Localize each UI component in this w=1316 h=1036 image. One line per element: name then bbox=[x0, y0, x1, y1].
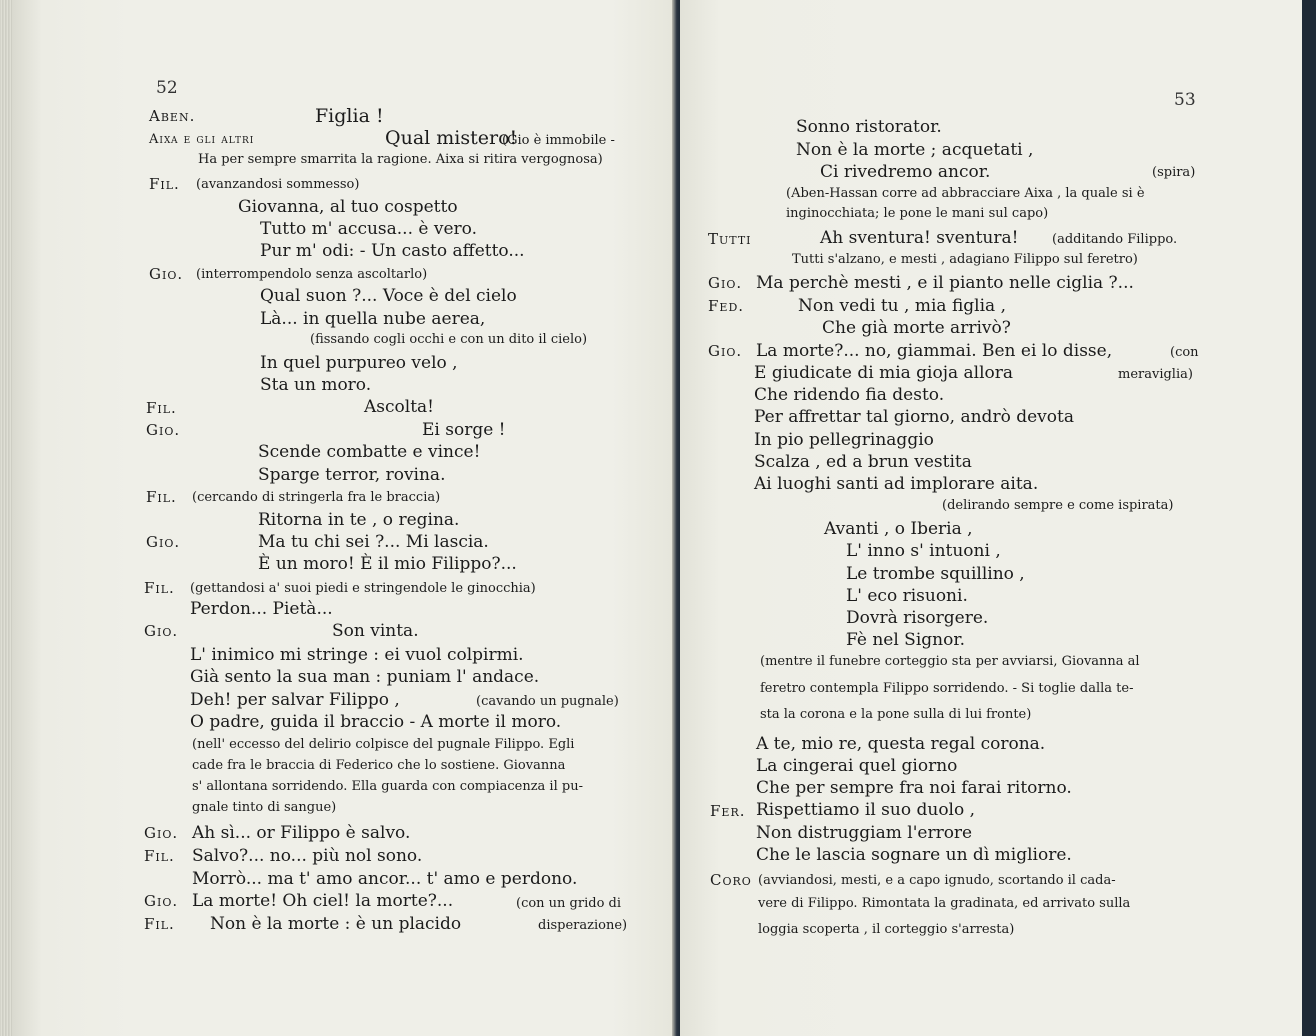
verse-line: Ma perchè mesti , e il pianto nelle ciglia ?... bbox=[756, 273, 1134, 293]
speaker: Fil. bbox=[146, 488, 177, 506]
verse-line: Le trombe squillino , bbox=[846, 564, 1025, 584]
verse-line: Sparge terror, rovina. bbox=[258, 465, 446, 485]
verse-line: Tutto m' accusa... è vero. bbox=[260, 219, 477, 239]
verse-line: Sonno ristorator. bbox=[796, 117, 942, 137]
stage-direction: (nell' eccesso del delirio colpisce del pugnale Filippo. Egli bbox=[192, 737, 575, 752]
verse-line: L' inimico mi stringe : ei vuol colpirmi. bbox=[190, 645, 524, 665]
stage-direction: feretro contempla Filippo sorridendo. - Si toglie dalla te- bbox=[760, 681, 1134, 696]
verse-line: Sta un moro. bbox=[260, 375, 372, 395]
verse-line: Già sento la sua man : puniam l' andace. bbox=[190, 667, 540, 687]
stage-direction: inginocchiata; le pone le mani sul capo) bbox=[786, 206, 1049, 221]
verse-line: Son vinta. bbox=[332, 621, 419, 641]
speaker: Coro bbox=[710, 871, 752, 889]
verse-line: Fè nel Signor. bbox=[846, 630, 965, 650]
speaker: Fil. bbox=[146, 399, 177, 417]
stage-direction: (cercando di stringerla fra le braccia) bbox=[192, 490, 441, 505]
speaker: Gio. bbox=[708, 342, 743, 360]
verse-line: La cingerai quel giorno bbox=[756, 756, 958, 776]
speaker: Fil. bbox=[144, 915, 175, 933]
verse-line: Che ridendo fia desto. bbox=[754, 385, 945, 405]
stage-direction: gnale tinto di sangue) bbox=[192, 800, 337, 815]
stage-direction: (con un grido di bbox=[516, 896, 622, 911]
page-number: 53 bbox=[1174, 90, 1196, 110]
verse-line: La morte! Oh ciel! la morte?... bbox=[192, 891, 454, 911]
verse-line: L' eco risuoni. bbox=[846, 586, 968, 606]
stage-direction: s' allontana sorridendo. Ella guarda con compiacenza il pu- bbox=[192, 779, 583, 794]
verse-line: Che già morte arrivò? bbox=[822, 318, 1011, 338]
stage-direction: cade fra le braccia di Federico che lo sostiene. Giovanna bbox=[192, 758, 566, 773]
verse-line: Qual suon ?... Voce è del cielo bbox=[260, 286, 517, 306]
stage-direction: loggia scoperta , il corteggio s'arresta) bbox=[758, 922, 1015, 937]
verse-line: E giudicate di mia gioja allora bbox=[754, 363, 1014, 383]
speaker: Gio. bbox=[146, 421, 181, 439]
verse-line: In quel purpureo velo , bbox=[260, 353, 458, 373]
verse-line: Scalza , ed a brun vestita bbox=[754, 452, 972, 472]
verse-line: In pio pellegrinaggio bbox=[754, 430, 934, 450]
right-page bbox=[680, 0, 1302, 1036]
page-number: 52 bbox=[156, 78, 178, 98]
speaker: Gio. bbox=[149, 265, 184, 283]
left-page bbox=[12, 0, 672, 1036]
stage-direction: (gettandosi a' suoi piedi e stringendole le ginocchia) bbox=[190, 581, 536, 596]
verse-line: Là... in quella nube aerea, bbox=[260, 309, 486, 329]
stage-direction: (avanzandosi sommesso) bbox=[196, 177, 360, 192]
stage-direction: (con bbox=[1170, 345, 1199, 360]
verse-line: Ah sventura! sventura! bbox=[820, 228, 1019, 248]
speaker: Fil. bbox=[144, 847, 175, 865]
verse-line: Ci rivedremo ancor. bbox=[820, 162, 991, 182]
stage-direction: Ha per sempre smarrita la ragione. Aixa si ritira vergognosa) bbox=[198, 152, 603, 167]
speaker: Gio. bbox=[146, 533, 181, 551]
stage-direction: (avviandosi, mesti, e a capo ignudo, scortando il cada- bbox=[758, 873, 1116, 888]
verse-line: Ma tu chi sei ?... Mi lascia. bbox=[258, 532, 489, 552]
verse-line: La morte?... no, giammai. Ben ei lo disse, bbox=[756, 341, 1113, 361]
verse-line: Non è la morte : è un placido bbox=[210, 914, 462, 934]
speaker: Gio. bbox=[144, 892, 179, 910]
verse-line: Ai luoghi santi ad implorare aita. bbox=[754, 474, 1039, 494]
verse-line: Pur m' odi: - Un casto affetto... bbox=[260, 241, 525, 261]
verse-line: Che per sempre fra noi farai ritorno. bbox=[756, 778, 1072, 798]
verse-line: Non vedi tu , mia figlia , bbox=[798, 296, 1006, 316]
stage-direction: (fissando cogli occhi e con un dito il cielo) bbox=[310, 332, 588, 347]
stage-direction: (cavando un pugnale) bbox=[476, 694, 619, 709]
verse-line: Non è la morte ; acquetati , bbox=[796, 140, 1034, 160]
verse-line: Dovrà risorgere. bbox=[846, 608, 989, 628]
stage-direction: meraviglia) bbox=[1118, 367, 1193, 382]
stage-direction: disperazione) bbox=[538, 918, 628, 933]
stage-direction: (delirando sempre e come ispirata) bbox=[942, 498, 1174, 513]
verse-line: Salvo?... no... più nol sono. bbox=[192, 846, 423, 866]
verse-line: Per affrettar tal giorno, andrò devota bbox=[754, 407, 1074, 427]
speaker: Gio. bbox=[144, 622, 179, 640]
verse-line: Figlia ! bbox=[315, 105, 384, 127]
speaker: Gio. bbox=[708, 274, 743, 292]
stage-direction: (additando Filippo. bbox=[1052, 232, 1178, 247]
stage-direction: Tutti s'alzano, e mesti , adagiano Filippo sul feretro) bbox=[792, 252, 1138, 267]
speaker: Fil. bbox=[144, 579, 175, 597]
speaker: Aben. bbox=[149, 107, 196, 125]
verse-line: Avanti , o Iberia , bbox=[824, 519, 973, 539]
verse-line: Qual mistero! bbox=[385, 127, 518, 149]
speaker: Fer. bbox=[710, 802, 746, 820]
verse-line: O padre, guida il braccio - A morte il moro. bbox=[190, 712, 562, 732]
stage-direction: (spira) bbox=[1152, 165, 1196, 180]
speaker: Aixa e gli altri bbox=[149, 132, 255, 147]
verse-line: Giovanna, al tuo cospetto bbox=[238, 197, 458, 217]
verse-line: Ah sì... or Filippo è salvo. bbox=[192, 823, 411, 843]
verse-line: Rispettiamo il suo duolo , bbox=[756, 800, 976, 820]
speaker: Fil. bbox=[149, 175, 180, 193]
stage-direction: sta la corona e la pone sulla di lui fronte) bbox=[760, 707, 1032, 722]
speaker: Tutti bbox=[708, 230, 752, 248]
verse-line: Scende combatte e vince! bbox=[258, 442, 481, 462]
verse-line: Deh! per salvar Filippo , bbox=[190, 690, 400, 710]
speaker: Gio. bbox=[144, 824, 179, 842]
verse-line: A te, mio re, questa regal corona. bbox=[756, 734, 1046, 754]
speaker: Fed. bbox=[708, 297, 745, 315]
stage-direction: (interrompendolo senza ascoltarlo) bbox=[196, 267, 428, 282]
stage-direction: vere di Filippo. Rimontata la gradinata, ed arrivato sulla bbox=[758, 896, 1131, 911]
stage-direction: (Gio è immobile - bbox=[502, 133, 615, 148]
verse-line: Che le lascia sognare un dì migliore. bbox=[756, 845, 1072, 865]
verse-line: Ritorna in te , o regina. bbox=[258, 510, 460, 530]
verse-line: Morrò... ma t' amo ancor... t' amo e perdono. bbox=[192, 869, 578, 889]
verse-line: È un moro! È il mio Filippo?... bbox=[258, 554, 517, 574]
verse-line: Ascolta! bbox=[364, 397, 434, 417]
verse-line: Perdon... Pietà... bbox=[190, 599, 333, 619]
book-gutter bbox=[672, 0, 680, 1036]
verse-line: Non distruggiam l'errore bbox=[756, 823, 973, 843]
stage-direction: (mentre il funebre corteggio sta per avviarsi, Giovanna al bbox=[760, 654, 1140, 669]
stage-direction: (Aben-Hassan corre ad abbracciare Aixa , la quale si è bbox=[786, 186, 1145, 201]
verse-line: L' inno s' intuoni , bbox=[846, 541, 1001, 561]
verse-line: Ei sorge ! bbox=[422, 420, 506, 440]
